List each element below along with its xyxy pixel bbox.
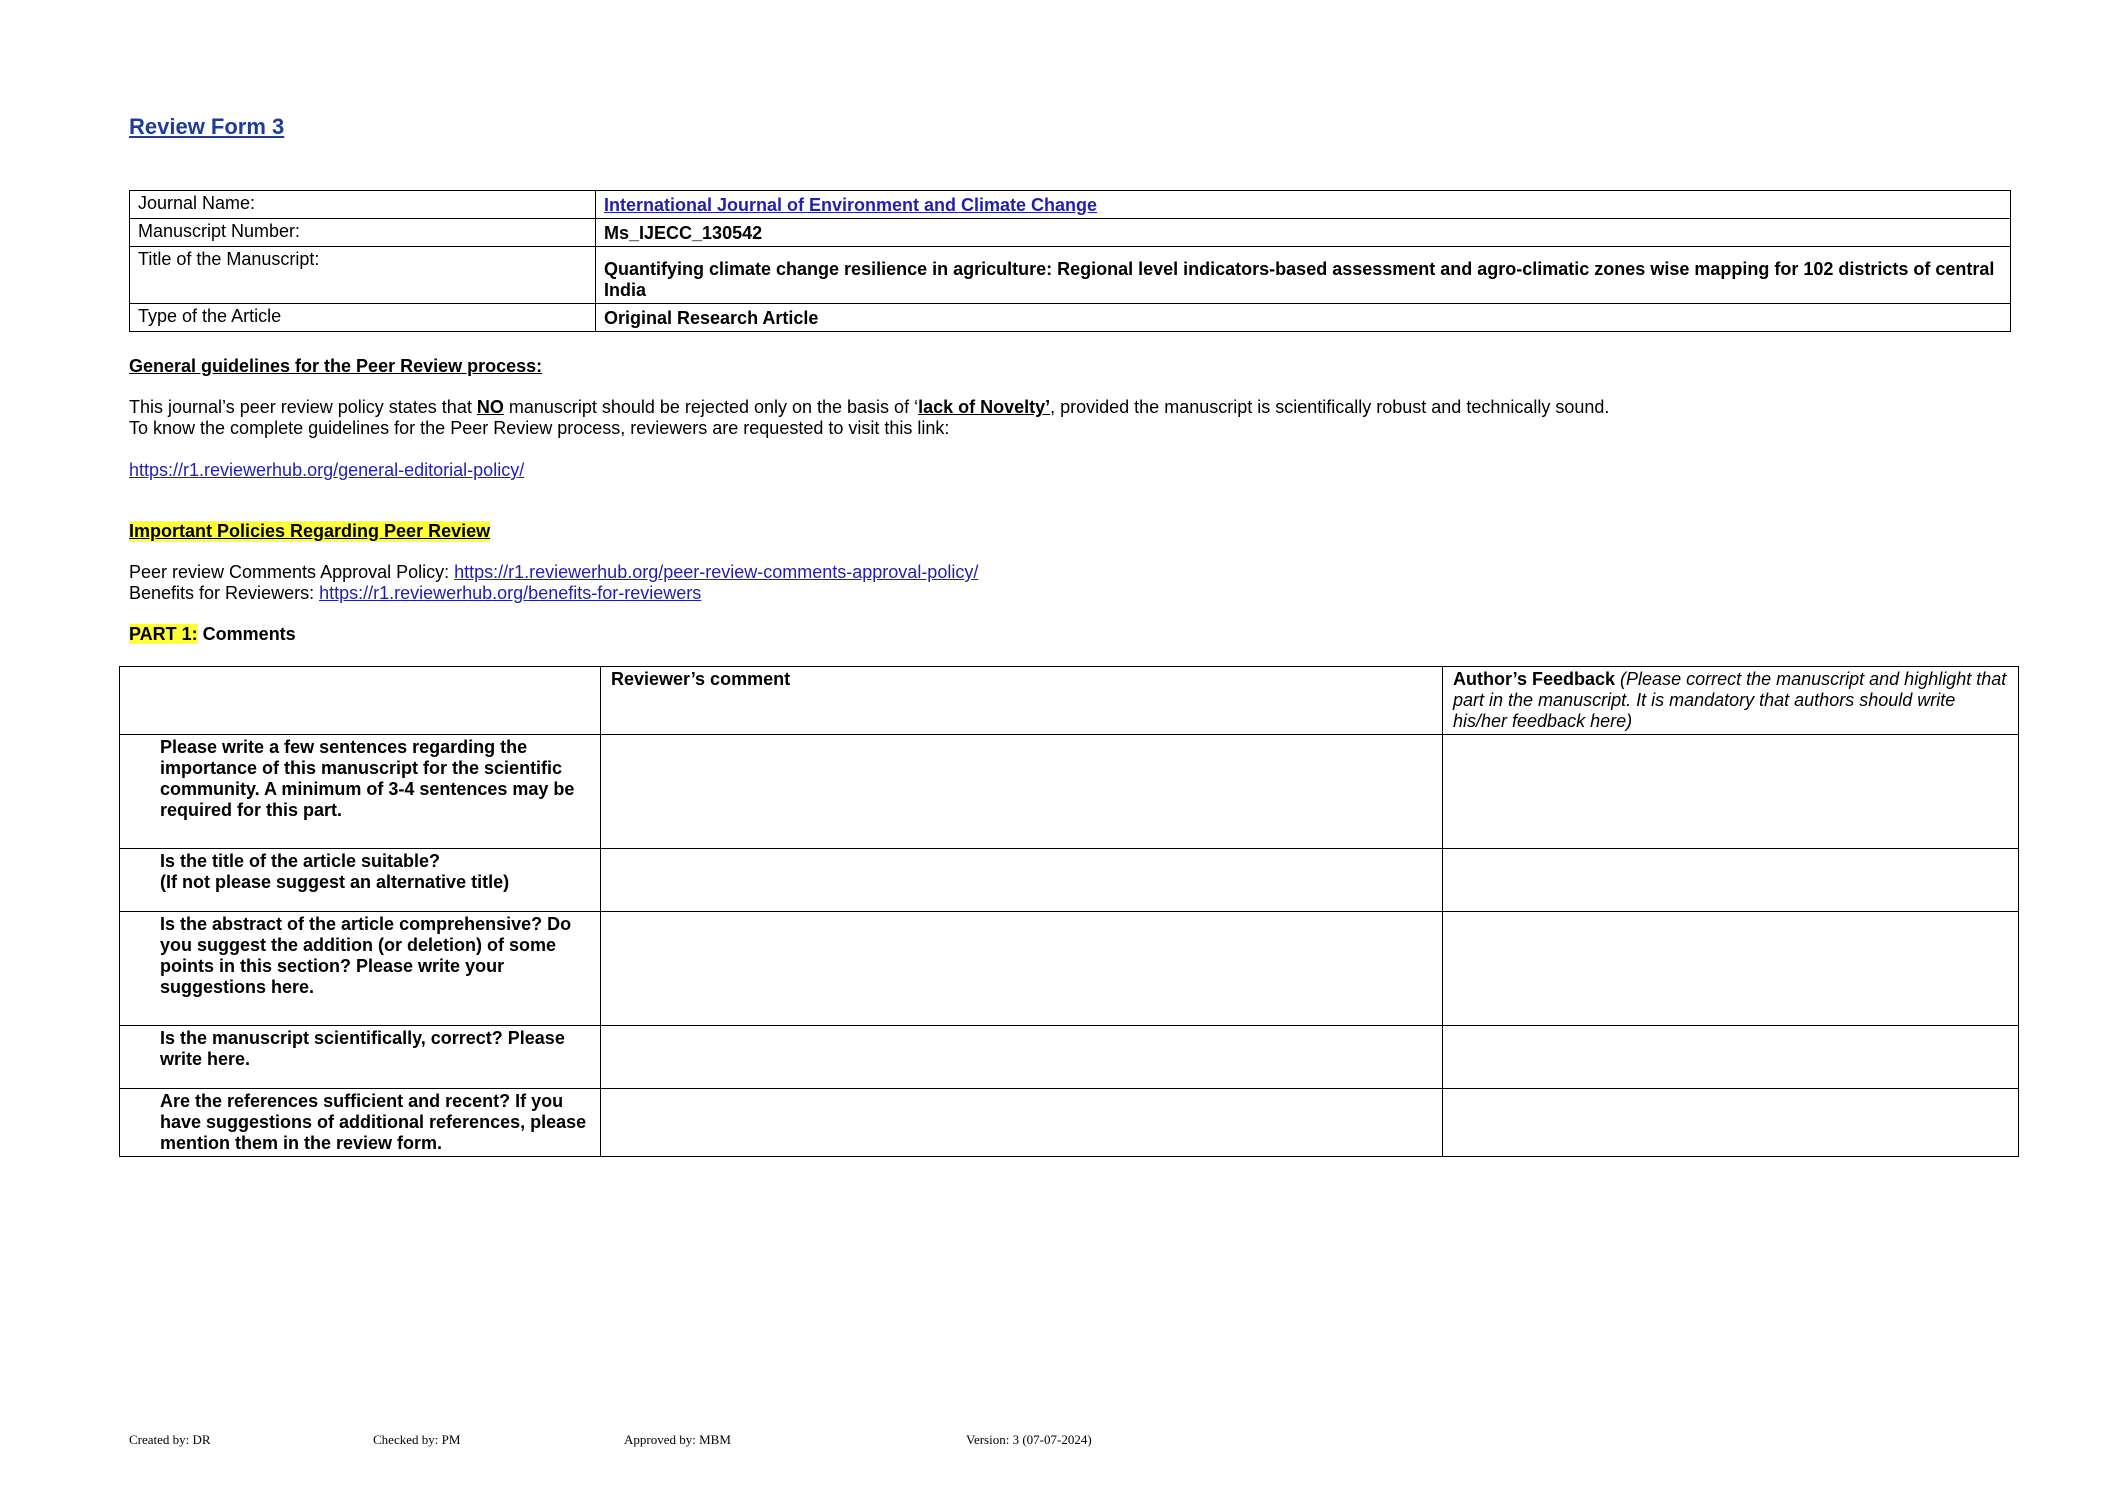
table-row [120, 1026, 2019, 1089]
approval-policy-label: Peer review Comments Approval Policy: [129, 562, 455, 582]
table-row [120, 849, 2019, 912]
footer-checked: Checked by: PM [373, 1432, 461, 1447]
page-title: Review Form 3 [129, 114, 285, 139]
guidelines-text-a: This journal’s peer review policy states that [129, 397, 477, 417]
footer-created: Created by: DR [129, 1432, 211, 1447]
author-feedback-cell[interactable] [1443, 1089, 2019, 1157]
footer-version: Version: 3 (07-07-2024) [966, 1432, 1092, 1447]
guidelines-text-b: manuscript should be rejected only on the basis of ‘ [503, 397, 919, 417]
reviewer-comment-cell[interactable] [601, 912, 1443, 1026]
article-type-value: Original Research Article [596, 304, 2011, 332]
manuscript-info-table [129, 190, 2011, 332]
guidelines-text-2: To know the complete guidelines for the Peer Review process, reviewers are requested to visit this link: [129, 418, 950, 438]
manuscript-title-row [130, 247, 2011, 304]
reviewer-comment-cell[interactable] [601, 1089, 1443, 1157]
article-type-row [130, 304, 2011, 332]
author-feedback-cell[interactable] [1443, 912, 2019, 1026]
author-feedback-cell[interactable] [1443, 849, 2019, 912]
manuscript-title-label: Title of the Manuscript: [130, 247, 596, 304]
journal-link[interactable]: International Journal of Environment and Climate Change [604, 195, 1098, 215]
question-importance: Please write a few sentences regarding the importance of this manuscript for the scientific community. A minimum of 3-4 sentences may be required for this part. [120, 735, 601, 849]
benefits-link[interactable]: https://r1.reviewerhub.org/benefits-for-reviewers [319, 583, 702, 603]
manuscript-number-value: Ms_IJECC_130542 [596, 219, 2011, 247]
footer-approved: Approved by: MBM [624, 1432, 731, 1447]
benefits-label: Benefits for Reviewers: [129, 583, 320, 603]
reviewer-comment-cell[interactable] [601, 735, 1443, 849]
guidelines-text [129, 397, 1609, 439]
guidelines-no: NO [476, 397, 504, 417]
article-type-label: Type of the Article [130, 304, 596, 332]
editorial-policy-link[interactable]: https://r1.reviewerhub.org/general-editorial-policy/ [129, 460, 525, 480]
part1-title: Comments [197, 624, 296, 644]
author-feedback-cell[interactable] [1443, 735, 2019, 849]
manuscript-number-label: Manuscript Number: [130, 219, 596, 247]
table-row [120, 1089, 2019, 1157]
author-feedback-note: (Please correct the manuscript and highlight that part in the manuscript. It is mandatory that authors should write his/her feedback here) [1453, 669, 2007, 731]
guidelines-novelty: lack of Novelty’ [918, 397, 1051, 417]
comments-header-row [120, 667, 2019, 735]
reviewer-comment-header: Reviewer’s comment [601, 667, 1443, 735]
question-abstract: Is the abstract of the article comprehensive? Do you suggest the addition (or deletion) of some points in this section? Please write your suggestions here. [120, 912, 601, 1026]
author-feedback-header [1443, 667, 2019, 735]
guidelines-heading: General guidelines for the Peer Review process: [129, 356, 543, 376]
reviewer-comment-cell[interactable] [601, 1026, 1443, 1089]
empty-header-cell [120, 667, 601, 735]
policies-heading: Important Policies Regarding Peer Review [129, 521, 491, 541]
author-feedback-cell[interactable] [1443, 1026, 2019, 1089]
table-row [120, 735, 2019, 849]
reviewer-comment-cell[interactable] [601, 849, 1443, 912]
journal-row [130, 191, 2011, 219]
question-scientific: Is the manuscript scientifically, correct? Please write here. [120, 1026, 601, 1089]
question-title: Is the title of the article suitable? (If not please suggest an alternative title) [120, 849, 601, 912]
approval-policy-link[interactable]: https://r1.reviewerhub.org/peer-review-comments-approval-policy/ [454, 562, 979, 582]
question-references: Are the references sufficient and recent? If you have suggestions of additional references, please mention them in the review form. [120, 1089, 601, 1157]
journal-label: Journal Name: [130, 191, 596, 219]
part1-label: PART 1: [129, 624, 198, 644]
manuscript-number-row [130, 219, 2011, 247]
guidelines-text-c: , provided the manuscript is scientifically robust and technically sound. [1050, 397, 1610, 417]
author-feedback-title: Author’s Feedback [1453, 669, 1616, 689]
part1-heading [129, 624, 296, 645]
manuscript-title-value: Quantifying climate change resilience in agriculture: Regional level indicators-based assessment and agro-climatic zones wise mapping for 102 districts of central India [596, 247, 2011, 304]
comments-table [119, 666, 2019, 1157]
table-row [120, 912, 2019, 1026]
policies-links [129, 562, 978, 604]
